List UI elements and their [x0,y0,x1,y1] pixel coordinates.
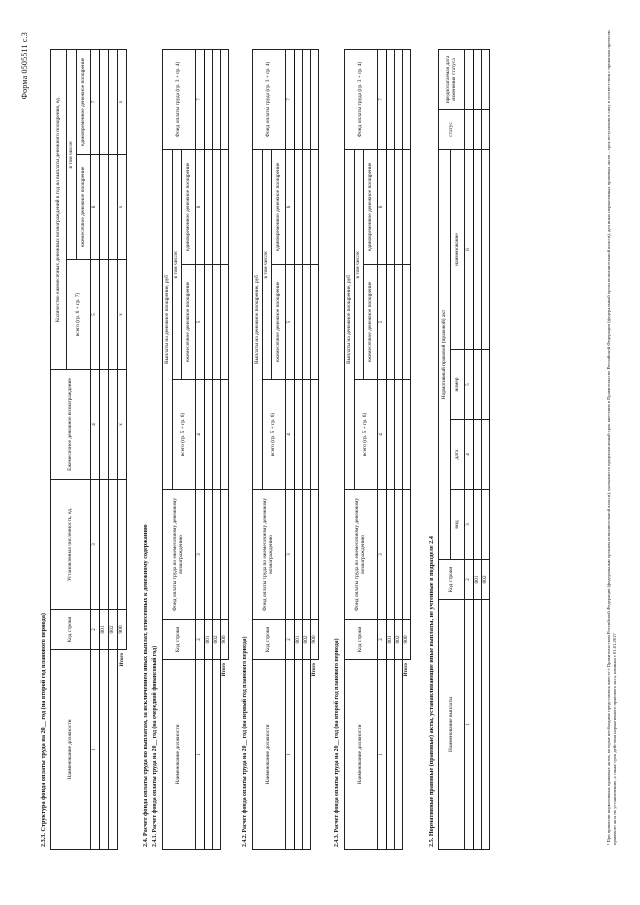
column-number-row [378,49,387,849]
row-code: 002 [482,560,490,600]
section-2-4-title: 2.4. Расчет фонда оплаты труда по выплатам, за исключением иных выплат, отнесенных к денежному содержанию [142,524,149,847]
col-num: 6 [196,149,205,264]
th-name: Наименование должности [51,650,91,850]
x-mark: x [118,49,127,154]
col-num: 6 [378,149,387,264]
table-row [482,49,490,849]
column-number-row [286,49,295,849]
th-date: дата [451,420,465,490]
table-2-4-1 [162,49,229,850]
th-code: Код строки [345,620,378,660]
col-num: 2 [91,610,100,650]
total-label: Итого [119,653,125,667]
th-incl: в том числе: [263,149,272,379]
th-name: Наименование должности [163,660,196,850]
th-kind: вид [451,490,465,560]
table-row [205,49,213,849]
th-number: номер [451,350,465,420]
total-code: 900 [403,620,411,660]
total-row [403,49,411,849]
th-fund: Фонд оплаты труда по ежемесячному денежному вознаграждению [345,490,378,620]
row-code: 001 [474,560,482,600]
subsection-2-4-3-title: 2.4.3. Расчет фонда оплаты труда на 20__ год (на второй год планового периода) [334,638,340,847]
col-num: 3 [378,490,387,620]
x-mark: x [118,260,127,370]
total-code: 900 [118,610,127,650]
th-fund-total: Фонд оплаты труда (гр. 3 + гр. 4) [163,49,196,149]
table-row [303,49,311,849]
col-num: 2 [196,620,205,660]
col-num: 5 [286,265,295,380]
col-num: 1 [465,600,474,850]
total-row [221,49,229,849]
th-fund-total: Фонд оплаты труда (гр. 3 + гр. 4) [345,49,378,149]
col-num: 1 [91,650,100,850]
row-code: 002 [213,620,221,660]
th-code: Код строки [253,620,286,660]
section-2-5-title: 2.5. Нормативные правовые (правовые) акты, устанавливающие иные выплаты, не учтенные в подразделе 2.4 [428,536,435,847]
table-row [395,49,403,849]
table-2-4-2 [252,49,319,850]
th-total: всего (гр. 6 + гр. 7) [67,260,91,370]
th-one-time: единовременное денежное поощрение [272,149,286,264]
x-mark: x [118,155,127,260]
th-incl: в том числе: [67,49,77,259]
th-staff: Установленная численность, ед. [51,480,91,610]
th-monthly: ежемесячное денежное поощрение [77,155,91,260]
th-group: Нормативный правовой (правовой) акт [439,149,451,559]
total-row [311,49,319,849]
row-code: 001 [100,610,109,650]
th-monthly: ежемесячное денежное поощрение [272,265,286,380]
total-label: Итого [222,663,227,677]
col-num: 5 [465,350,474,420]
table-row [100,49,109,849]
th-one-time: единовременное денежное поощрение [77,49,91,154]
th-monthly: ежемесячное денежное поощрение [182,265,196,380]
col-num: 3 [286,490,295,620]
th-salary: Ежемесячное денежное вознаграждение [51,370,91,480]
col-num: 4 [286,380,295,490]
col-num: 1 [378,660,387,850]
col-num: 2 [286,620,295,660]
th-total: всего (гр. 5 + гр. 6) [263,380,286,490]
th-name: Наименование должности [253,660,286,850]
col-num: 7 [196,49,205,149]
table-row [474,49,482,849]
col-num: 5 [196,265,205,380]
col-num: 2 [378,620,387,660]
th-total: всего (гр. 5 + гр. 6) [355,380,378,490]
th-status: статус [439,109,465,149]
col-num: 3 [465,490,474,560]
table-2-5 [438,49,490,850]
col-num: 3 [196,490,205,620]
th-one-time: единовременное денежное поощрение [182,149,196,264]
col-num: 7 [378,49,387,149]
th-incl: в том числе: [173,149,182,379]
col-num: 2 [465,560,474,600]
footnote: ¹ При принятии нормативных правовых актов, которые необходимо представлять вместе с Правительством Российской Федерации (федеральным органом исполнительной власти), указывается предполагаемый срок внесения в Правительство Российской Федерации (федеральный орган исполнительной власти), для иных нормативных правовых актов – срок вступления в силу в соответствии с принятым проектом правового акта по установлению, а также срок действия нормативного правового акта, начиная с 01.01.2017 [606,30,618,845]
col-num: 4 [378,380,387,490]
total-label: Итого [404,663,409,677]
row-code: 001 [295,620,303,660]
table-row [295,49,303,849]
total-code: 900 [221,620,229,660]
th-code: Код строки [51,610,91,650]
section-2-3-3-title: 2.3.3. Структура фонда оплаты труда на 20__ год (на второй год планового периода) [40,613,47,847]
total-label: Итого [312,663,317,677]
th-name: Наименование должности [345,660,378,850]
table-row [387,49,395,849]
col-num: 5 [378,265,387,380]
column-number-row [196,49,205,849]
col-num: 1 [286,660,295,850]
col-num: 7 [286,49,295,149]
th-code: Код строки [163,620,196,660]
th-one-time: единовременное денежное поощрение [364,149,378,264]
col-num: 4 [196,380,205,490]
col-num: 6 [286,149,295,264]
th-group: Выплаты на денежное поощрение, руб [253,149,263,489]
col-num: 7 [91,49,100,154]
table-2-4-3 [344,49,411,850]
table-row [213,49,221,849]
x-mark: x [118,370,127,480]
total-row [118,49,127,849]
col-num: 6 [465,149,474,349]
column-number-row [465,49,474,849]
column-number-row [91,49,100,849]
th-fund: Фонд оплаты труда по ежемесячному денежному вознаграждению [163,490,196,620]
row-code: 002 [303,620,311,660]
row-code: 002 [109,610,118,650]
th-group: Выплаты на денежное поощрение, руб [345,149,355,489]
row-code: 001 [387,620,395,660]
table-2-3-3 [50,49,127,850]
col-num: 3 [91,480,100,610]
form-number: Форма 0505511 с.3 [20,32,29,100]
th-group: Выплаты на денежное поощрение, руб [163,149,173,489]
table-row [109,49,118,849]
row-code: 002 [395,620,403,660]
th-group: Количество ежемесячных денежных вознаграждений в год на выплаты денежного поощрения, ед. [51,49,67,369]
th-date-status: предполагаемая дата изменения статуса [439,49,465,109]
col-num: 1 [196,660,205,850]
subsection-2-4-2-title: 2.4.2. Расчет фонда оплаты труда на 20__ год (на первый год планового периода) [242,636,248,847]
th-name: Наименование выплаты [439,600,465,850]
col-num: 6 [91,155,100,260]
col-num: 4 [465,420,474,490]
subsection-2-4-1-title: 2.4.1. Расчет фонда оплаты труда на 20__ год (на очередной финансовый год) [152,645,158,847]
th-total: всего (гр. 5 + гр. 6) [173,380,196,490]
total-code: 900 [311,620,319,660]
th-fund: Фонд оплаты труда по ежемесячному денежному вознаграждению [253,490,286,620]
row-code: 001 [205,620,213,660]
th-incl: в том числе: [355,149,364,379]
th-monthly: ежемесячное денежное поощрение [364,265,378,380]
th-code: Код строки [439,560,465,600]
col-num: 4 [91,370,100,480]
th-title: наименование [451,149,465,349]
th-fund-total: Фонд оплаты труда (гр. 3 + гр. 4) [253,49,286,149]
col-num: 5 [91,260,100,370]
